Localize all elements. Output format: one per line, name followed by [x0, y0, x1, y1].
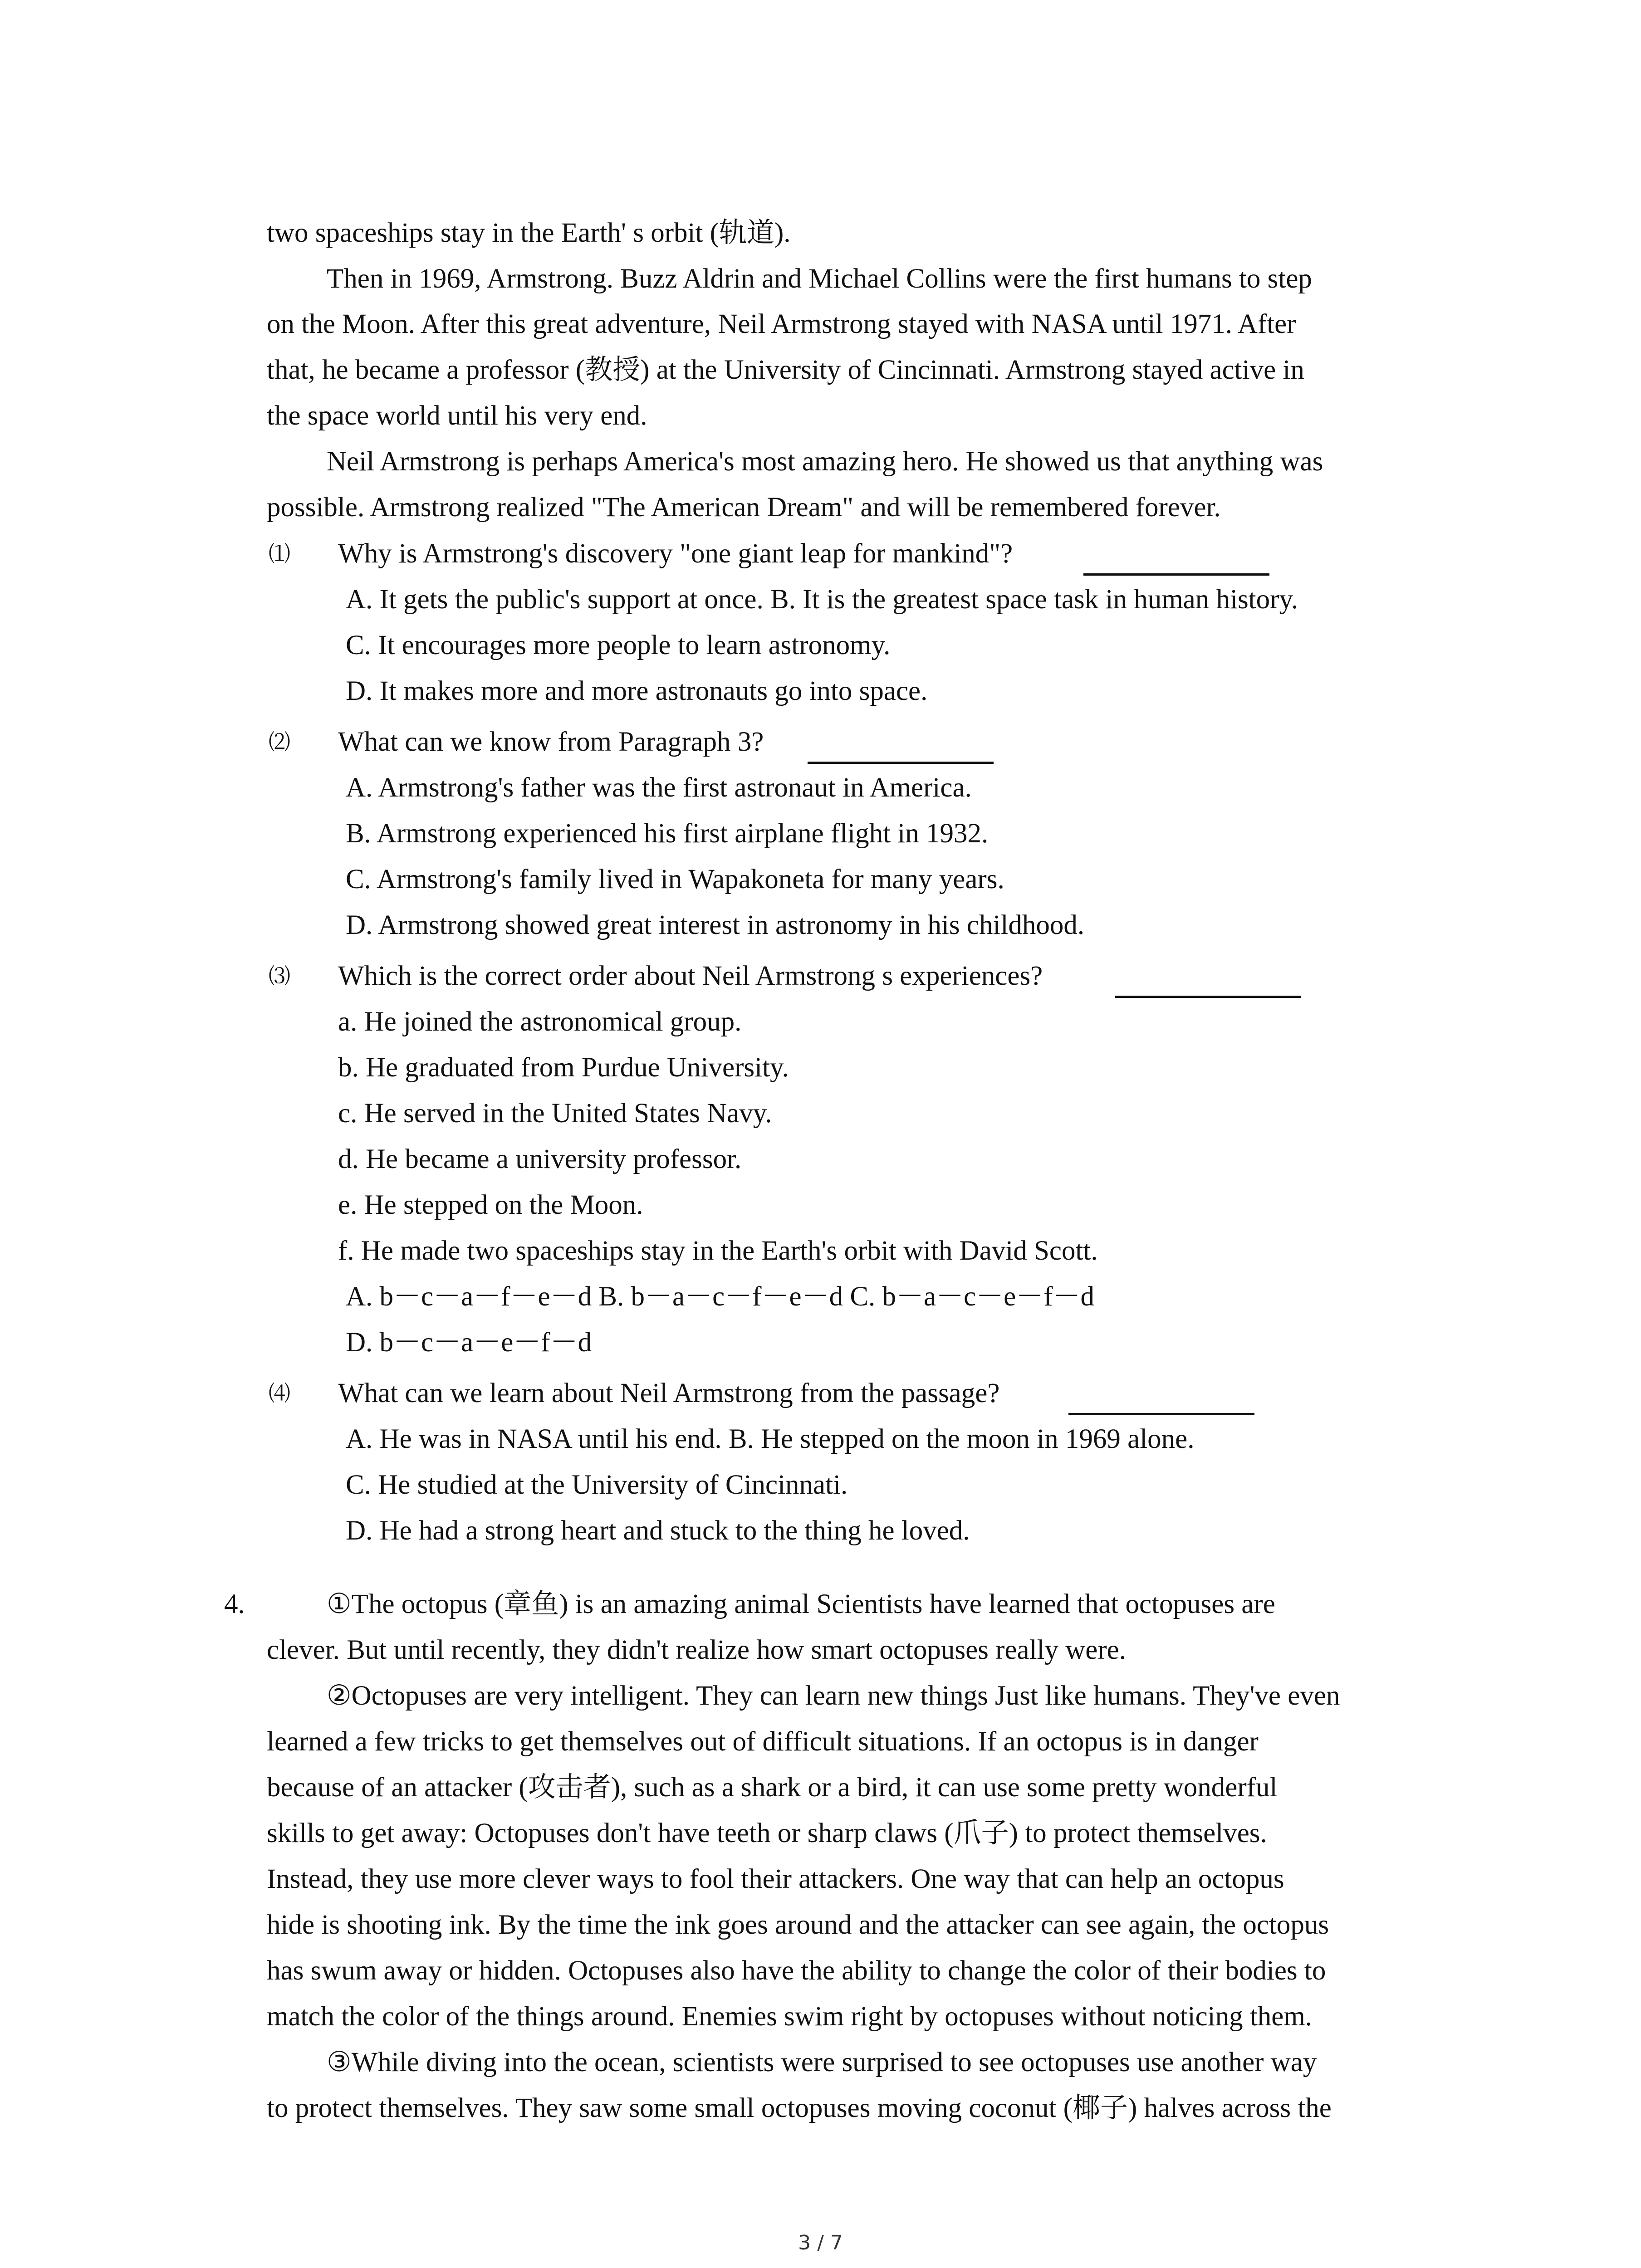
question-number: ⑵ — [269, 729, 291, 755]
passage-line: hide is shooting ink. By the time the ink goes around and the attacker can see again, the octopus — [267, 1910, 1329, 1940]
answer-option: A. Armstrong's father was the first astronaut in America. — [346, 772, 972, 803]
answer-blank[interactable] — [1115, 996, 1301, 998]
answer-option: C. Armstrong's family lived in Wapakoneta for many years. — [346, 864, 1004, 894]
passage-line: ②Octopuses are very intelligent. They can learn new things Just like humans. They've even — [327, 1681, 1340, 1711]
passage-line: that, he became a professor (教授) at the University of Cincinnati. Armstrong stayed active in — [267, 355, 1304, 385]
passage-line: clever. But until recently, they didn't realize how smart octopuses really were. — [267, 1635, 1127, 1665]
event-item: f. He made two spaceships stay in the Earth's orbit with David Scott. — [338, 1236, 1098, 1266]
passage-line: to protect themselves. They saw some small octopuses moving coconut (椰子) halves across the — [267, 2093, 1332, 2123]
answer-options: A. He was in NASA until his end. B. He stepped on the moon in 1969 alone. — [346, 1424, 1195, 1454]
passage-line: the space world until his very end. — [267, 401, 647, 431]
passage-line: skills to get away: Octopuses don't have teeth or sharp claws (爪子) to protect themselves. — [267, 1818, 1267, 1848]
answer-option: B. Armstrong experienced his first airplane flight in 1932. — [346, 818, 989, 849]
passage-line: Neil Armstrong is perhaps America's most amazing hero. He showed us that anything was — [327, 446, 1323, 477]
passage-line: match the color of the things around. Enemies swim right by octopuses without noticing them. — [267, 2001, 1313, 2032]
passage-line: has swum away or hidden. Octopuses also have the ability to change the color of their bodies to — [267, 1955, 1326, 1986]
answer-blank[interactable] — [1068, 1413, 1254, 1415]
item-number: 4. — [224, 1589, 245, 1619]
answer-option: C. He studied at the University of Cincinnati. — [346, 1470, 848, 1500]
passage-line: Then in 1969, Armstrong. Buzz Aldrin and Michael Collins were the first humans to step — [327, 264, 1312, 294]
event-item: d. He became a university professor. — [338, 1144, 742, 1174]
event-item: a. He joined the astronomical group. — [338, 1007, 742, 1037]
passage-line: ③While diving into the ocean, scientists were surprised to see octopuses use another way — [327, 2047, 1317, 2077]
question-number: ⑶ — [269, 963, 291, 989]
passage-line: ①The octopus (章鱼) is an amazing animal Scientists have learned that octopuses are — [327, 1589, 1275, 1619]
answer-option: C. It encourages more people to learn astronomy. — [346, 630, 891, 660]
passage-line: because of an attacker (攻击者), such as a shark or a bird, it can use some pretty wonderful — [267, 1772, 1278, 1803]
event-item: b. He graduated from Purdue University. — [338, 1052, 789, 1083]
answer-blank[interactable] — [1083, 573, 1269, 576]
event-item: e. He stepped on the Moon. — [338, 1190, 643, 1220]
answer-option: D. It makes more and more astronauts go into space. — [346, 676, 928, 706]
answer-options: A. It gets the public's support at once. B. It is the greatest space task in human history. — [346, 584, 1298, 615]
answer-option: D. Armstrong showed great interest in astronomy in his childhood. — [346, 910, 1085, 940]
question-number: ⑴ — [269, 541, 291, 567]
answer-blank[interactable] — [808, 762, 994, 764]
passage-line: on the Moon. After this great adventure, Neil Armstrong stayed with NASA until 1971. After — [267, 309, 1296, 339]
event-item: c. He served in the United States Navy. — [338, 1098, 772, 1129]
passage-line: possible. Armstrong realized "The American Dream" and will be remembered forever. — [267, 492, 1221, 523]
passage-line: Instead, they use more clever ways to fool their attackers. One way that can help an octopus — [267, 1864, 1284, 1894]
question-stem: What can we learn about Neil Armstrong from the passage? — [338, 1378, 1000, 1408]
answer-option: D. b－c－a－e－f－d — [346, 1327, 592, 1358]
question-stem: What can we know from Paragraph 3? — [338, 727, 764, 757]
question-stem: Which is the correct order about Neil Armstrong s experiences? — [338, 961, 1043, 991]
question-stem: Why is Armstrong's discovery "one giant leap for mankind"? — [338, 538, 1013, 569]
passage-line: two spaceships stay in the Earth' s orbit (轨道). — [267, 218, 791, 248]
page-number: 3 / 7 — [798, 2231, 843, 2254]
answer-option: D. He had a strong heart and stuck to the thing he loved. — [346, 1515, 970, 1546]
passage-line: learned a few tricks to get themselves out of difficult situations. If an octopus is in danger — [267, 1726, 1259, 1757]
answer-options: A. b－c－a－f－e－d B. b－a－c－f－e－d C. b－a－c－e－f－d — [346, 1281, 1095, 1312]
question-number: ⑷ — [269, 1381, 291, 1406]
